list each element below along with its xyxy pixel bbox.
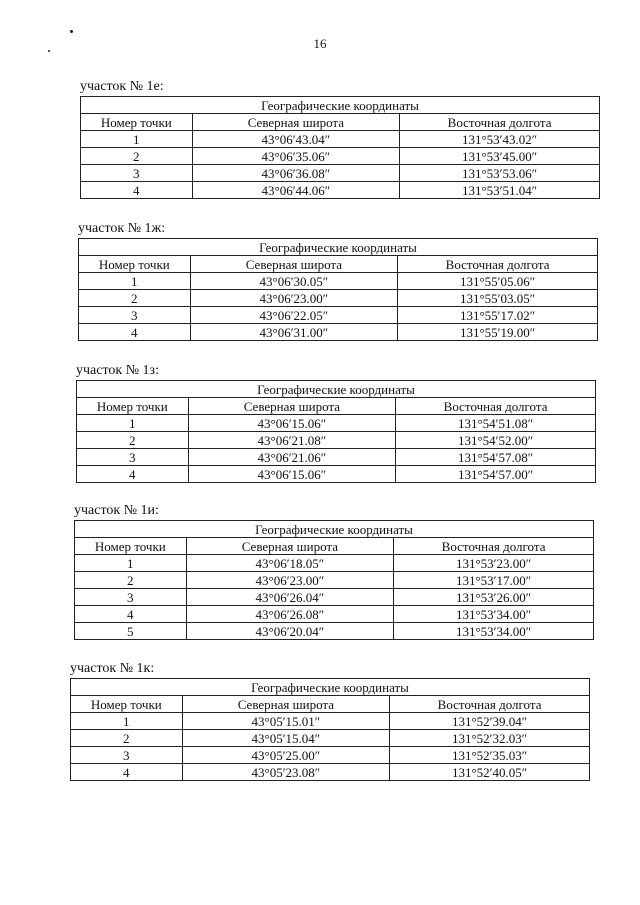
table-row	[81, 148, 600, 165]
column-header-latitude: Северная широта	[182, 696, 390, 713]
table-row	[75, 606, 594, 623]
section-title: участок № 1е:	[80, 79, 164, 94]
cell-latitude: 43°06′15.06″	[188, 466, 396, 483]
cell-point: 5	[75, 623, 187, 640]
cell-latitude: 43°06′26.04″	[186, 589, 394, 606]
table-row	[75, 589, 594, 606]
column-header-longitude: Восточная долгота	[390, 696, 590, 713]
cell-point: 1	[75, 555, 187, 572]
cell-point: 2	[79, 290, 191, 307]
column-header-longitude: Восточная долгота	[398, 256, 598, 273]
table-group-header: Географические координаты	[81, 97, 600, 114]
column-header-longitude: Восточная долгота	[394, 538, 594, 555]
cell-longitude: 131°53′43.02″	[400, 131, 600, 148]
cell-latitude: 43°06′35.06″	[192, 148, 400, 165]
column-header-point: Номер точки	[79, 256, 191, 273]
table-row	[75, 572, 594, 589]
cell-longitude: 131°52′32.03″	[390, 730, 590, 747]
table-group-header: Географические координаты	[75, 521, 594, 538]
cell-point: 2	[81, 148, 193, 165]
cell-latitude: 43°06′23.00″	[186, 572, 394, 589]
cell-longitude: 131°54′51.08″	[396, 415, 596, 432]
cell-latitude: 43°06′20.04″	[186, 623, 394, 640]
cell-point: 2	[77, 432, 189, 449]
section-1zh	[78, 222, 598, 341]
table-group-header: Географические координаты	[79, 239, 598, 256]
cell-longitude: 131°54′52.00″	[396, 432, 596, 449]
cell-longitude: 131°53′53.06″	[400, 165, 600, 182]
table-row	[79, 290, 598, 307]
cell-longitude: 131°52′40.05″	[390, 764, 590, 781]
cell-point: 3	[77, 449, 189, 466]
cell-point: 3	[79, 307, 191, 324]
cell-latitude: 43°06′44.06″	[192, 182, 400, 199]
cell-longitude: 131°53′34.00″	[394, 623, 594, 640]
section-title: участок № 1з:	[76, 363, 159, 378]
coordinates-table	[76, 380, 596, 483]
coordinates-table	[74, 520, 594, 640]
cell-point: 1	[81, 131, 193, 148]
table-row	[71, 747, 590, 764]
cell-longitude: 131°54′57.08″	[396, 449, 596, 466]
cell-point: 4	[75, 606, 187, 623]
cell-longitude: 131°55′17.02″	[398, 307, 598, 324]
section-title: участок № 1к:	[70, 661, 155, 676]
cell-latitude: 43°06′18.05″	[186, 555, 394, 572]
cell-point: 4	[71, 764, 183, 781]
cell-point: 1	[77, 415, 189, 432]
page-number: 16	[313, 36, 327, 51]
cell-latitude: 43°06′21.06″	[188, 449, 396, 466]
cell-longitude: 131°53′45.00″	[400, 148, 600, 165]
table-row	[71, 764, 590, 781]
section-1e	[80, 80, 600, 199]
cell-point: 1	[71, 713, 183, 730]
table-row	[79, 273, 598, 290]
section-title: участок № 1и:	[74, 503, 159, 518]
cell-longitude: 131°53′26.00″	[394, 589, 594, 606]
column-header-point: Номер точки	[77, 398, 189, 415]
table-group-header: Географические координаты	[71, 679, 590, 696]
section-1k	[70, 662, 590, 781]
cell-point: 2	[71, 730, 183, 747]
cell-point: 4	[81, 182, 193, 199]
cell-latitude: 43°06′22.05″	[190, 307, 398, 324]
table-group-header: Географические координаты	[77, 381, 596, 398]
cell-point: 2	[75, 572, 187, 589]
cell-latitude: 43°05′15.01″	[182, 713, 390, 730]
cell-latitude: 43°05′23.08″	[182, 764, 390, 781]
coordinates-table	[70, 678, 590, 781]
column-header-point: Номер точки	[75, 538, 187, 555]
column-header-longitude: Восточная долгота	[400, 114, 600, 131]
cell-longitude: 131°55′03.05″	[398, 290, 598, 307]
cell-point: 4	[77, 466, 189, 483]
cell-longitude: 131°55′19.00″	[398, 324, 598, 341]
table-row	[71, 713, 590, 730]
cell-latitude: 43°06′23.00″	[190, 290, 398, 307]
table-row	[77, 415, 596, 432]
section-title: участок № 1ж:	[78, 221, 166, 236]
cell-latitude: 43°06′31.00″	[190, 324, 398, 341]
cell-longitude: 131°53′17.00″	[394, 572, 594, 589]
cell-longitude: 131°52′35.03″	[390, 747, 590, 764]
cell-longitude: 131°53′34.00″	[394, 606, 594, 623]
cell-longitude: 131°54′57.00″	[396, 466, 596, 483]
column-header-point: Номер точки	[71, 696, 183, 713]
cell-latitude: 43°05′25.00″	[182, 747, 390, 764]
table-row	[81, 131, 600, 148]
table-row	[81, 165, 600, 182]
table-row	[75, 555, 594, 572]
coordinates-table	[80, 96, 600, 199]
table-row	[71, 730, 590, 747]
cell-latitude: 43°06′26.08″	[186, 606, 394, 623]
table-row	[81, 182, 600, 199]
section-1i	[74, 504, 594, 640]
cell-latitude: 43°06′30.05″	[190, 273, 398, 290]
cell-point: 3	[81, 165, 193, 182]
table-row	[77, 466, 596, 483]
column-header-point: Номер точки	[81, 114, 193, 131]
cell-point: 4	[79, 324, 191, 341]
cell-point: 3	[71, 747, 183, 764]
cell-longitude: 131°52′39.04″	[390, 713, 590, 730]
table-row	[79, 307, 598, 324]
column-header-latitude: Северная широта	[186, 538, 394, 555]
cell-latitude: 43°06′43.04″	[192, 131, 400, 148]
cell-latitude: 43°06′36.08″	[192, 165, 400, 182]
cell-longitude: 131°53′23.00″	[394, 555, 594, 572]
column-header-latitude: Северная широта	[190, 256, 398, 273]
cell-point: 1	[79, 273, 191, 290]
cell-latitude: 43°05′15.04″	[182, 730, 390, 747]
column-header-latitude: Северная широта	[192, 114, 400, 131]
column-header-latitude: Северная широта	[188, 398, 396, 415]
cell-point: 3	[75, 589, 187, 606]
cell-latitude: 43°06′15.06″	[188, 415, 396, 432]
cell-longitude: 131°53′51.04″	[400, 182, 600, 199]
scan-speck	[70, 30, 73, 33]
coordinates-table	[78, 238, 598, 341]
table-row	[79, 324, 598, 341]
cell-longitude: 131°55′05.06″	[398, 273, 598, 290]
cell-latitude: 43°06′21.08″	[188, 432, 396, 449]
column-header-longitude: Восточная долгота	[396, 398, 596, 415]
table-row	[75, 623, 594, 640]
table-row	[77, 449, 596, 466]
section-1z	[76, 364, 596, 483]
table-row	[77, 432, 596, 449]
